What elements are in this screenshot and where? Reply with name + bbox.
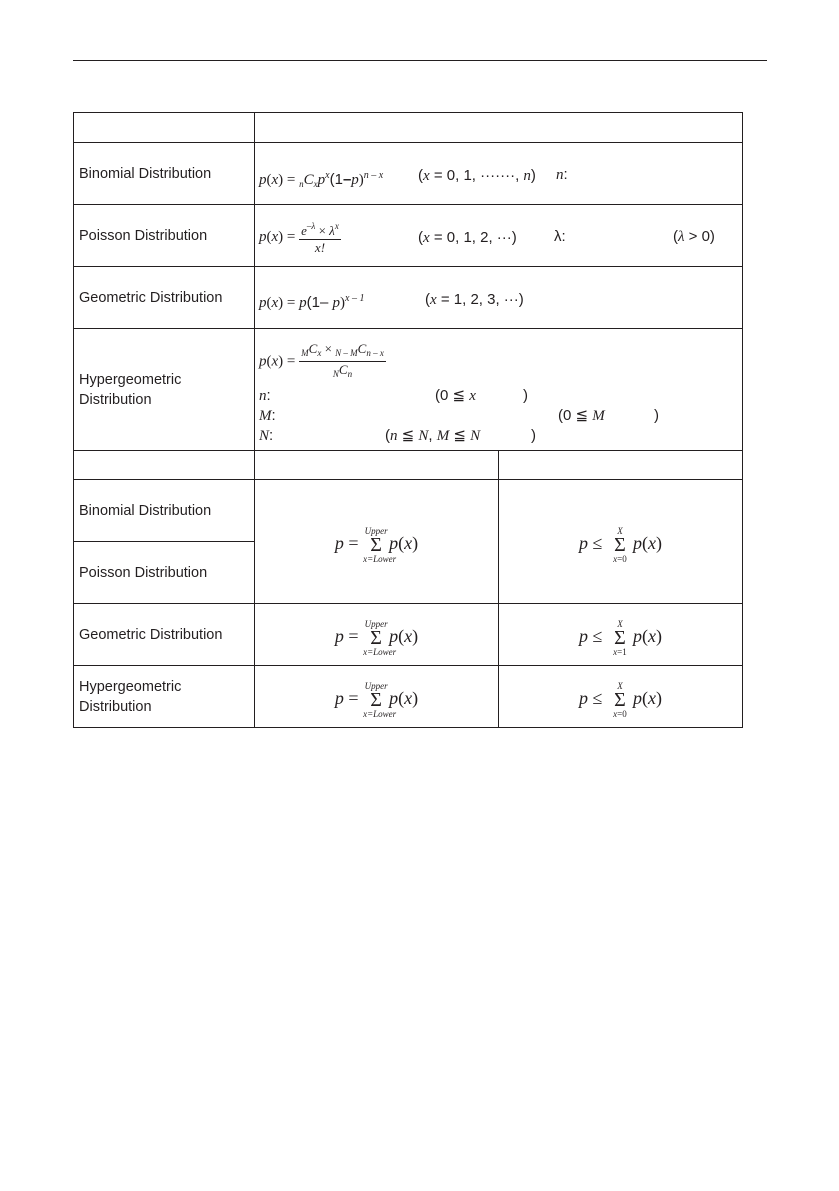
table-row: [74, 666, 743, 728]
sum-lower-upper: p = Upper Σ x=Lower p(x): [334, 526, 419, 564]
table-row: [74, 604, 743, 666]
poisson-cond: (λ > 0): [673, 228, 715, 245]
sum-cell: [499, 604, 743, 666]
formula-cell: [255, 267, 743, 329]
table-row: [74, 329, 743, 451]
header-rule: [73, 60, 767, 61]
hyper-n-cond: (0 ≦ x: [435, 387, 476, 404]
table-row: [74, 267, 743, 329]
row-name: Poisson Distribution: [74, 542, 255, 604]
sum-cumulative: p ≤ X Σ x=0 p(x): [579, 681, 662, 719]
row-name: Geometric Distribution: [74, 267, 255, 329]
sum-cumulative: p ≤ X Σ x=0 p(x): [579, 526, 662, 564]
hyper-n-label: n:: [259, 387, 271, 404]
hyper-M-label: M:: [259, 407, 276, 424]
hyper-N-label: N:: [259, 427, 274, 444]
geometric-formula: p(x) = p(1– p)$^{x - 1}$: [259, 293, 365, 311]
sum-cell: [499, 480, 743, 604]
table-header-row: [74, 113, 743, 143]
row-name: Hypergeometric Distribution: [74, 329, 255, 451]
hyper-n-close: ): [523, 387, 528, 404]
header-cell: [74, 113, 255, 143]
sum-cumulative: p ≤ X Σ x=1 p(x): [579, 619, 662, 657]
hyper-N-cond: (n ≦ N, M ≦ N: [385, 427, 481, 444]
row-name: Geometric Distribution: [74, 604, 255, 666]
subheader-cell: [74, 451, 255, 480]
sum-cell: [255, 480, 499, 604]
poisson-var: λ:: [554, 228, 566, 245]
row-name: Binomial Distribution: [74, 480, 255, 542]
sum-cell: [255, 604, 499, 666]
table-row: [74, 205, 743, 267]
hyper-M-close: ): [654, 407, 659, 424]
binomial-range: (x = 0, 1, ·······, n): [418, 167, 536, 184]
header-cell: [255, 113, 743, 143]
poisson-formula: p(x) = $\frac{e^{-\lambda} \times \lambda^x}{x!}$: [259, 221, 339, 255]
geometric-range: (x = 1, 2, 3, ···): [425, 291, 524, 308]
distribution-table: [73, 112, 743, 728]
hyper-N-close: ): [531, 427, 536, 444]
poisson-range: (x = 0, 1, 2, ···): [418, 229, 517, 246]
hyper-M-cond: (0 ≦ M: [558, 407, 605, 424]
formula-cell: [255, 329, 743, 451]
formula-cell: [255, 205, 743, 267]
poisson-fraction: $\frac{e^{-\lambda} \times \lambda^x}{x!}$: [301, 221, 339, 255]
binomial-var: n:: [556, 166, 568, 183]
hypergeometric-formula: p(x) = $\frac{_MC_x \times _{N - M}C_{n - x}}{_NC_n}$: [259, 341, 384, 379]
sum-lower-upper: p = Upper Σ x=Lower p(x): [334, 619, 419, 657]
row-name: Hypergeometric Distribution: [74, 666, 255, 728]
table-row: [74, 143, 743, 205]
sum-cell: [499, 666, 743, 728]
subheader-cell: [255, 451, 499, 480]
subheader-cell: [499, 451, 743, 480]
hypergeometric-fraction: $\frac{_MC_x \times _{N - M}C_{n - x}}{_NC_n}$: [301, 341, 384, 379]
sum-cell: [255, 666, 499, 728]
row-name: Poisson Distribution: [74, 205, 255, 267]
table-subheader-row: [74, 451, 743, 480]
sum-lower-upper: p = Upper Σ x=Lower p(x): [334, 681, 419, 719]
table-row: [74, 480, 743, 542]
binomial-formula: $p(x) = _nC_xp^x(1-p)^{n - x}$: [259, 170, 384, 189]
formula-cell: [255, 143, 743, 205]
row-name: Binomial Distribution: [74, 143, 255, 205]
